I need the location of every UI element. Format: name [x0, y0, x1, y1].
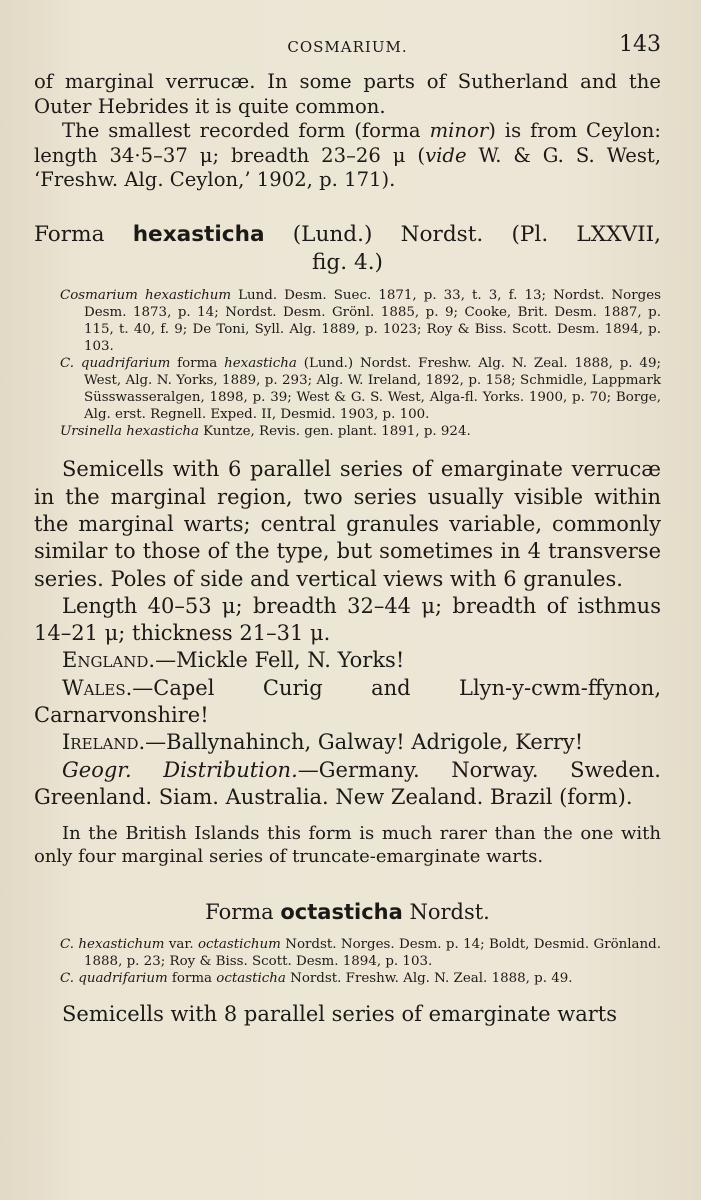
forma-hexasticha-heading — [34, 221, 661, 277]
region-label: Wales. — [62, 675, 133, 700]
taxon-name: C. quadrifarium — [60, 971, 168, 987]
taxon-name: octasticha — [216, 971, 286, 987]
text-run: —Mickle Fell, N. Yorks! — [155, 648, 405, 673]
text-run: minor — [429, 119, 489, 142]
taxon-name: Cosmarium hexastichum — [60, 287, 232, 303]
text-run: The smallest recorded form (forma — [62, 119, 430, 142]
text-run: W. & G. S. West, ‘Freshw. Alg. Ceylon,’ 1902, p. 171). — [34, 143, 662, 191]
measurements-paragraph: Length 40–53 μ; breadth 32–44 μ; breadth of isthmus 14–21 μ; thickness 21–31 μ. — [34, 593, 661, 646]
taxon-name: C. hexastichum — [60, 937, 165, 953]
synonymy-list — [34, 287, 661, 441]
description-paragraph: Semicells with 6 parallel series of emarginate verrucæ in the marginal region, two series usually visible within the marginal warts; central granules variable, commonly similar to those of the type, but sometimes in 4 transverse series. Poles of side and vertical views with 6 granules. — [34, 457, 661, 591]
synonym-entry — [34, 287, 661, 355]
text-run: ) is from Ceylon: length 34·5–37 μ; breadth 23–26 μ ( — [34, 119, 661, 167]
running-title: COSMARIUM. — [287, 38, 408, 56]
taxon-name: octastichum — [197, 937, 281, 953]
taxon-name: octasticha — [280, 900, 403, 925]
text-run: forma — [170, 355, 225, 371]
heading-fig: fig. 4.) — [312, 249, 383, 275]
octasticha-description: Semicells with 8 parallel series of emarginate warts — [62, 1002, 617, 1027]
text-run: —Capel Curig and Llyn-y-cwm-ffynon, Carnarvonshire! — [34, 675, 661, 728]
page-number: 143 — [619, 32, 661, 57]
taxon-name: Ursinella hexasticha — [60, 424, 199, 440]
text-run: (Lund.) Nordst. (Pl. LXXVII, — [264, 221, 662, 247]
distribution-label: Geogr. Distribution. — [62, 757, 298, 782]
text-run: —Ballynahinch, Galway! Adrigole, Kerry! — [145, 730, 584, 755]
wales-record — [34, 675, 661, 730]
taxon-name: C. quadrifarium — [60, 355, 171, 371]
intro-paragraph: of marginal verrucæ. In some parts of Sutherland and the Outer Hebrides it is quite common. — [34, 70, 661, 118]
text-run: —Germany. Norway. Sweden. Greenland. Siam. Australia. New Zealand. Brazil (form). — [34, 757, 661, 809]
synonym-entry — [34, 936, 661, 970]
distribution-record — [34, 757, 661, 812]
text-run: Kuntze, Revis. gen. plant. 1891, p. 924. — [198, 424, 471, 440]
text-run: (Lund.) Nordst. Freshw. Alg. N. Zeal. 1888, p. 49; West, Alg. N. Yorks, 1889, p. 293; Alg. W. Ireland, 1892, p. 158; Schmidle, Lappmark Süsswasseralgen, 1898, p. 39; West & G. S. West, Alga-fl. Yorks. 1900, p. 70; Borge, Alg. erst. Regnell. Exped. II, Desmid. 1903, p. 100. — [84, 355, 661, 423]
text-run: Nordst. Norges. Desm. p. 14; Boldt, Desmid. Grönland. 1888, p. 23; Roy & Biss. Scott. Desm. 1894, p. 103. — [84, 937, 661, 970]
forma-octasticha-heading — [34, 900, 661, 924]
text-run: vide — [425, 143, 467, 167]
heading-line — [34, 221, 661, 249]
region-label: Ireland. — [62, 730, 146, 755]
running-head — [34, 30, 661, 70]
ireland-record — [34, 729, 661, 756]
text-run: Nordst. — [402, 900, 490, 925]
text-run: var. — [164, 937, 198, 953]
british-islands-note: In the British Islands this form is much rarer than the one with only four marginal series of truncate-emarginate warts. — [34, 823, 661, 867]
text-run: Lund. Desm. Suec. 1871, p. 33, t. 3, f. 13; Nordst. Norges Desm. 1873, p. 14; Nordst. Desm. Grönl. 1885, p. 9; Cooke, Brit. Desm. 1887, p. 115, t. 40, f. 9; De Toni, Syll. Alg. 1889, p. 1023; Roy & Biss. Scott. Desm. 1894, p. 103. — [84, 287, 662, 354]
taxon-name: hexasticha — [132, 221, 265, 247]
synonym-entry — [34, 355, 661, 423]
smallest-form-paragraph — [34, 119, 661, 193]
text-run: Forma — [34, 221, 133, 247]
synonymy-list-2 — [34, 936, 661, 987]
region-label: England. — [62, 648, 156, 673]
text-run: Nordst. Freshw. Alg. N. Zeal. 1888, p. 49. — [285, 971, 573, 987]
synonym-entry — [34, 423, 661, 440]
text-run: Forma — [205, 900, 281, 925]
england-record — [34, 647, 661, 674]
taxon-name: hexasticha — [224, 355, 297, 371]
synonym-entry — [34, 970, 661, 987]
text-run: forma — [167, 971, 217, 987]
